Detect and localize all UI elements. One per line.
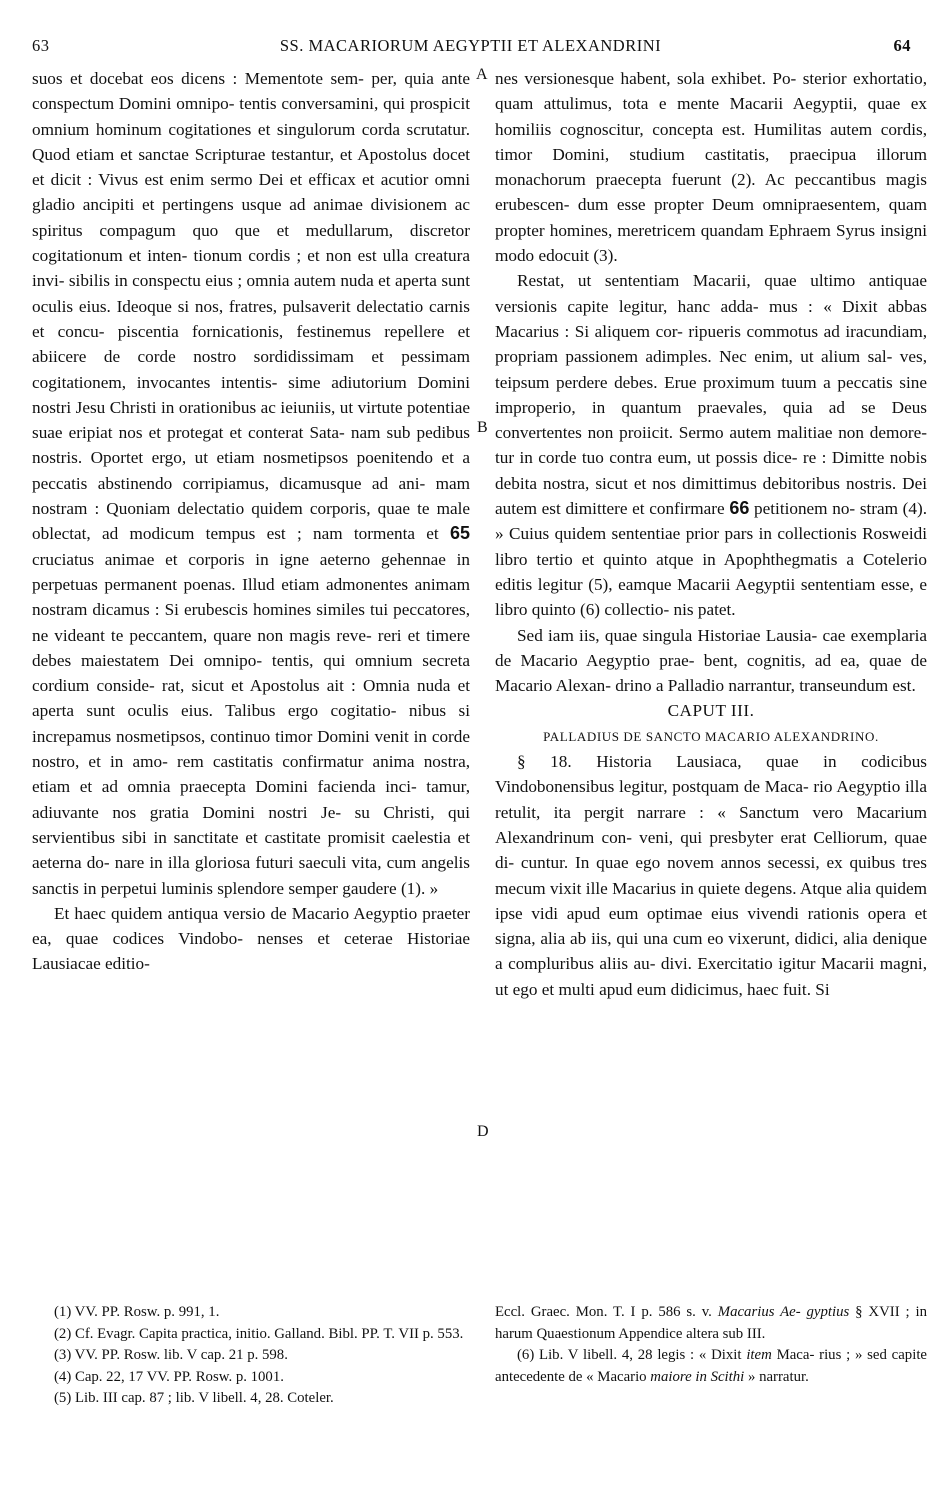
footnote-6-c: » narratur. [747,1368,809,1385]
margin-letter-d: D [477,1123,489,1140]
footnote-5-cont-italic: Macarius Ae- gyptius [717,1304,850,1320]
footnotes-right [495,1302,927,1388]
footnote-6-italic-1: item [746,1347,772,1363]
footnote-5: (5) Lib. III cap. 87 ; lib. V libell. 4, 28. Coteler. [54,1390,334,1406]
footnote-2: (2) Cf. Evagr. Capita practica, initio. Galland. Bibl. PP. T. VII p. 553. [54,1325,464,1342]
right-paragraph-2 [495,268,927,622]
running-title: SS. MACARIORUM AEGYPTII ET ALEXANDRINI [279,36,662,55]
footnote-6-b: Maca- rius ; » sed capite antecedente de « Macario [495,1347,927,1385]
footnote-5-cont-a: Eccl. Graec. Mon. T. I p. 586 s. v. [495,1304,712,1320]
right-paragraph-2-text-a: Restat, ut sententiam Macarii, quae ultimo antiquae versionis capite legitur, hanc adda- mus : « Dixit abbas Macarius : Si aliquem cor- ripueris commotus ad iracundiam, propriam passionem adimples. Nec enim, ut alium sal- ves, teipsum perdere debes. Erue proximum tuum a peccatis sine improperio, in quantum praevales, quia ad se Deus convertentes non proiicit. Sermo autem malitiae non demore- tur in corde tuo contra eum, ut possis dice- re : Dimitte nobis debita nostra, sicut et nos dimittimus debitoribus nostris. Dei autem est dimittere et confirmare [495,271,927,519]
left-column [32,66,470,977]
footnote-4: (4) Cap. 22, 17 VV. PP. Rosw. p. 1001. [54,1368,284,1385]
right-paragraph-2-text-b: petitionem no- stram (4). » Cuius quidem sententiae prior pars in collectionis Rosweidi libro tertio et quinto atque in Apophthegmatis a Cotelerio editis legitur (5), eamque Macarii Aegyptii sententiam esse, e libro quinto (6) collectio- nis patet. [495,499,928,620]
page-number-right: 64 [893,36,911,55]
chapter-heading: CAPUT III. [667,701,755,721]
marginal-number-66: 66 [729,498,750,519]
footnote-6-a: (6) Lib. V libell. 4, 28 legis : « Dixit [517,1347,742,1363]
footnote-3: (3) VV. PP. Rosw. lib. V cap. 21 p. 598. [54,1347,288,1363]
footnote-6 [495,1345,927,1388]
left-paragraph-1 [32,66,470,901]
right-paragraph-4: § 18. Historia Lausiaca, quae in codicibus Vindobonensibus legitur, postquam de Maca- rio Aegyptio illa retulit, ita pergit narrare : « Sanctum vero Macarium Alexandrinum con- veni, qui presbyter erat Celliorum, quae di- cuntur. In quae ego novem annos secessi, ex quibus tres mecum vixit ille Macarius in quiete degens. Atque alia quidem ipse vidi apud eum optimae eius vivendi rationis opera et signa, alia ab iis, qui una cum eo vixerunt, didici, alia denique a compluribus aliis au- divi. Exercitatio igitur Macarii magni, ut ego et multi apud eum didicimus, haec fuit. Si [495,752,927,999]
margin-letter-b: B [477,419,488,436]
footnote-5-cont-b: § XVII ; in harum Quaestionum Appendice altera sub III. [495,1304,928,1342]
running-head [30,36,911,60]
footnote-6-italic-2: maiore in Scithi [650,1368,745,1385]
footnote-5-continued [495,1302,927,1345]
left-paragraph-1-text-a: suos et docebat eos dicens : Mementote sem- per, quia ante conspectum Domini omnipo- tentis conversamini, qui prospicit omnium hominum cogitationes et singulorum corda scrutatur. Quod etiam et sanctae Scripturae testantur, et Apostolus docet et dicit : Vivus est enim sermo Dei et efficax et acutior omni gladio ancipiti et pertingens usque ad animae divisionem ac spiritus compagum quo que et medullarum, discretor cogitationum et inten- tionum cordis ; et non est ulla creatura invi- sibilis in conspectu eius ; omnia autem nuda et aperta sunt oculis eius. Ideoque si nos, fratres, pulsaverit delectatio carnis et concu- piscentia fornicationis, festinemus repellere et abiicere de corde nostro sordidissimam et pessimam cogitationem, invocantes intentis- sime adiutorium Domini nostri Jesu Christi in orationibus ac ieiuniis, ut virtute potentiae suae eripiat nos et protegat et conterat Sata- nam sub pedibus nostris. Oportet ergo, ut etiam nosmetipsos poenitendo et a peccatis abstinendo corripiamus, dicamusque ad ani- mam nostram : Quoniam delectatio quidem corporis, quae te male oblectat, ad modicum tempus est ; nam tormenta et [32,69,470,544]
left-paragraph-2: Et haec quidem antiqua versio de Macario Aegyptio praeter ea, quae codices Vindobo- nenses et ceterae Historiae Lausiacae editio- [32,903,470,974]
right-paragraph-1: nes versionesque habent, sola exhibet. Po- sterior exhortatio, quam attulimus, tota e mente Macarii Aegyptii, quae ex homiliis cognoscitur, concepta est. Humilitas autem cordis, timor Domini, studium castitatis, praecipua illorum monachorum praecepta fuerunt (2). Ac peccantibus magis erubescen- dum esse propter Deum omnipraesentem, quam propter homines, meretricem quandam Ephraem Syrus insigni modo edocuit (3). [495,69,927,266]
marginal-number-65: 65 [449,523,470,544]
chapter-subheading: PALLADIUS DE SANCTO MACARIO ALEXANDRINO. [543,728,879,744]
margin-letter-a: A [476,66,488,83]
right-column [495,66,927,1002]
right-paragraph-3: Sed iam iis, quae singula Historiae Lausia- cae exemplaria de Macario Aegyptio prae- bent, cognitis, ad ea, quae de Macario Alexan- drino a Palladio narrantur, transeundum est. [495,625,927,696]
left-paragraph-1-text-b: cruciatus animae et corporis in igne aeterno gehennae in perpetuas permanent poenas. Illud etiam admonentes animam nostram dicamus : Si erubescis homines similes tui peccatores, ne videant te peccantem, quare non magis reve- reri et timere debes maiestatem Dei omnipo- tentis, qui omnium secreta cordium conside- rat, sicut et Apostolus ait : Omnia nuda et aperta sunt oculis eius. Talibus ergo cogitatio- nibus si increpamus nosmetipsos, continuo timor Domini venit in corde nostro, et in amo- rem castitatis confirmatur anima nostra, etiam et ad omnia praecepta Domini facienda inci- tamur, adiuvante nos gratia Domini nostri Je- su Christi, qui servientibus sibi in sanctitate et castitate promisit caelestia et aeterna do- nare in illa gloriosa futuri saeculi vita, cum angelis sanctis in perpetui luminis splendore semper gaudere (1). » [32,549,470,898]
footnotes-left [32,1302,470,1410]
footnote-1: (1) VV. PP. Rosw. p. 991, 1. [54,1304,220,1320]
page-number-left: 63 [32,36,50,55]
